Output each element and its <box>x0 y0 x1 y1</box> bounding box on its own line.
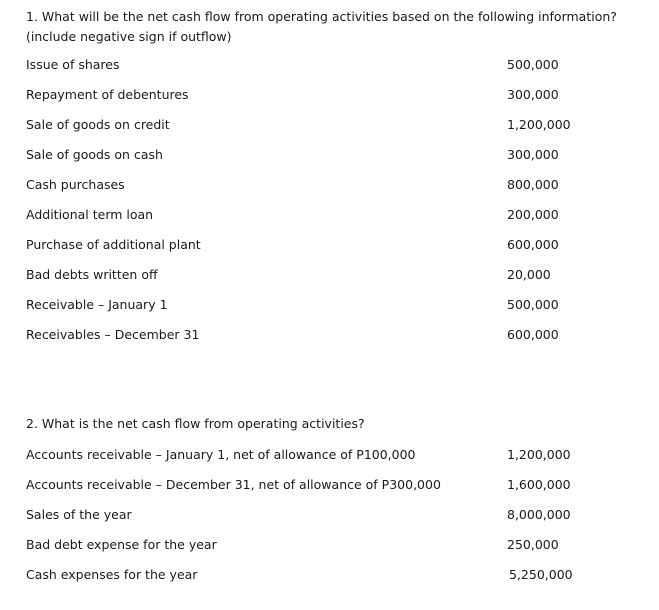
q1-row <box>26 236 626 254</box>
q1-row <box>26 86 626 104</box>
question-2: 2. What is the net cash flow from operating activities? <box>26 416 365 431</box>
q1-row <box>26 56 626 74</box>
q1-item-value: 500,000 <box>507 57 559 72</box>
q2-row <box>26 536 626 554</box>
q1-item-label: Repayment of debentures <box>26 87 189 102</box>
q1-item-label: Additional term loan <box>26 207 154 222</box>
q1-row <box>26 296 626 314</box>
q1-item-value: 20,000 <box>507 267 551 282</box>
q1-item-label: Sale of goods on cash <box>26 147 163 162</box>
q2-row <box>26 566 626 584</box>
q1-item-value: 500,000 <box>507 297 559 312</box>
q1-row <box>26 326 626 344</box>
q2-item-value: 1,200,000 <box>507 447 571 462</box>
q2-item-value: 250,000 <box>507 537 559 552</box>
q1-item-value: 200,000 <box>507 207 559 222</box>
q1-item-label: Cash purchases <box>26 177 125 192</box>
q1-row <box>26 266 626 284</box>
q1-item-value: 1,200,000 <box>507 117 571 132</box>
q2-item-label: Accounts receivable – December 31, net of allowance of P300,000 <box>26 477 441 492</box>
q1-row <box>26 146 626 164</box>
q2-row <box>26 506 626 524</box>
q2-item-value: 8,000,000 <box>507 507 571 522</box>
q2-item-value: 1,600,000 <box>507 477 571 492</box>
q1-item-value: 300,000 <box>507 87 559 102</box>
question-1: 1. What will be the net cash flow from operating activities based on the following information? (include negative sign if outflow) <box>26 9 617 44</box>
q2-row <box>26 476 626 494</box>
q1-item-label: Receivable – January 1 <box>26 297 168 312</box>
q1-item-label: Issue of shares <box>26 57 120 72</box>
q1-item-value: 800,000 <box>507 177 559 192</box>
q1-row <box>26 206 626 224</box>
q1-item-value: 300,000 <box>507 147 559 162</box>
q2-item-label: Sales of the year <box>26 507 132 522</box>
q1-item-label: Sale of goods on credit <box>26 117 170 132</box>
q2-row <box>26 446 626 464</box>
q1-item-label: Receivables – December 31 <box>26 327 200 342</box>
q1-row <box>26 116 626 134</box>
q1-item-value: 600,000 <box>507 327 559 342</box>
q1-item-label: Purchase of additional plant <box>26 237 201 252</box>
q1-row <box>26 176 626 194</box>
q1-item-value: 600,000 <box>507 237 559 252</box>
q2-item-value: 5,250,000 <box>509 567 573 582</box>
q1-item-label: Bad debts written off <box>26 267 158 282</box>
q2-item-label: Bad debt expense for the year <box>26 537 217 552</box>
q2-item-label: Accounts receivable – January 1, net of allowance of P100,000 <box>26 447 416 462</box>
q2-item-label: Cash expenses for the year <box>26 567 198 582</box>
